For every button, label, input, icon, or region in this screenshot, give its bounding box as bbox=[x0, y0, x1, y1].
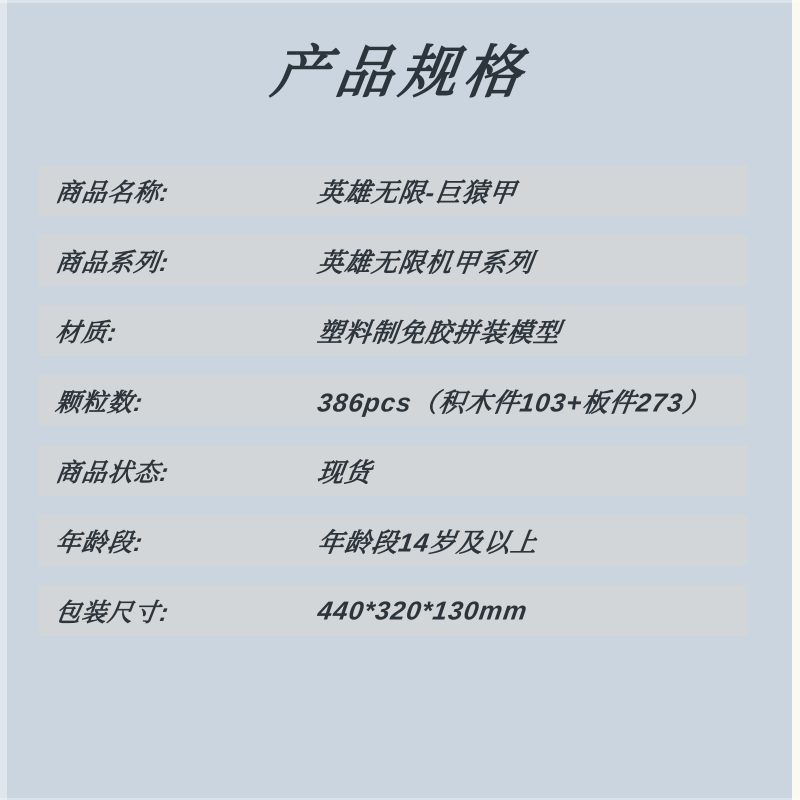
spec-row-product-name bbox=[38, 165, 748, 216]
spec-value: 现货 bbox=[315, 457, 374, 487]
spec-label: 颗粒数: bbox=[53, 388, 146, 417]
spec-value: 年龄段14岁及以上 bbox=[315, 527, 540, 557]
spec-row-age-range bbox=[38, 515, 748, 566]
spec-label: 商品名称: bbox=[53, 178, 172, 207]
spec-row-package-size bbox=[38, 585, 748, 636]
page-title: 产品规格 bbox=[267, 41, 533, 105]
spec-value: 塑料制免胶拼装模型 bbox=[315, 317, 563, 347]
spec-value: 英雄无限-巨猿甲 bbox=[315, 177, 519, 207]
left-edge-highlight bbox=[0, 0, 7, 800]
spec-label: 年龄段: bbox=[53, 528, 146, 557]
spec-row-piece-count bbox=[38, 375, 748, 426]
spec-label: 商品系列: bbox=[53, 248, 172, 277]
top-edge-highlight bbox=[0, 0, 800, 3]
spec-label: 商品状态: bbox=[53, 458, 172, 487]
spec-value: 386pcs（积木件103+板件273） bbox=[315, 387, 713, 417]
spec-row-product-series bbox=[38, 235, 748, 286]
spec-table bbox=[38, 165, 748, 655]
spec-row-availability bbox=[38, 445, 748, 496]
spec-value: 英雄无限机甲系列 bbox=[315, 247, 536, 277]
spec-value: 440*320*130mm bbox=[315, 595, 530, 625]
right-edge-highlight bbox=[792, 0, 800, 800]
spec-row-material bbox=[38, 305, 748, 356]
spec-label: 包装尺寸: bbox=[53, 598, 172, 627]
spec-label: 材质: bbox=[53, 318, 120, 347]
